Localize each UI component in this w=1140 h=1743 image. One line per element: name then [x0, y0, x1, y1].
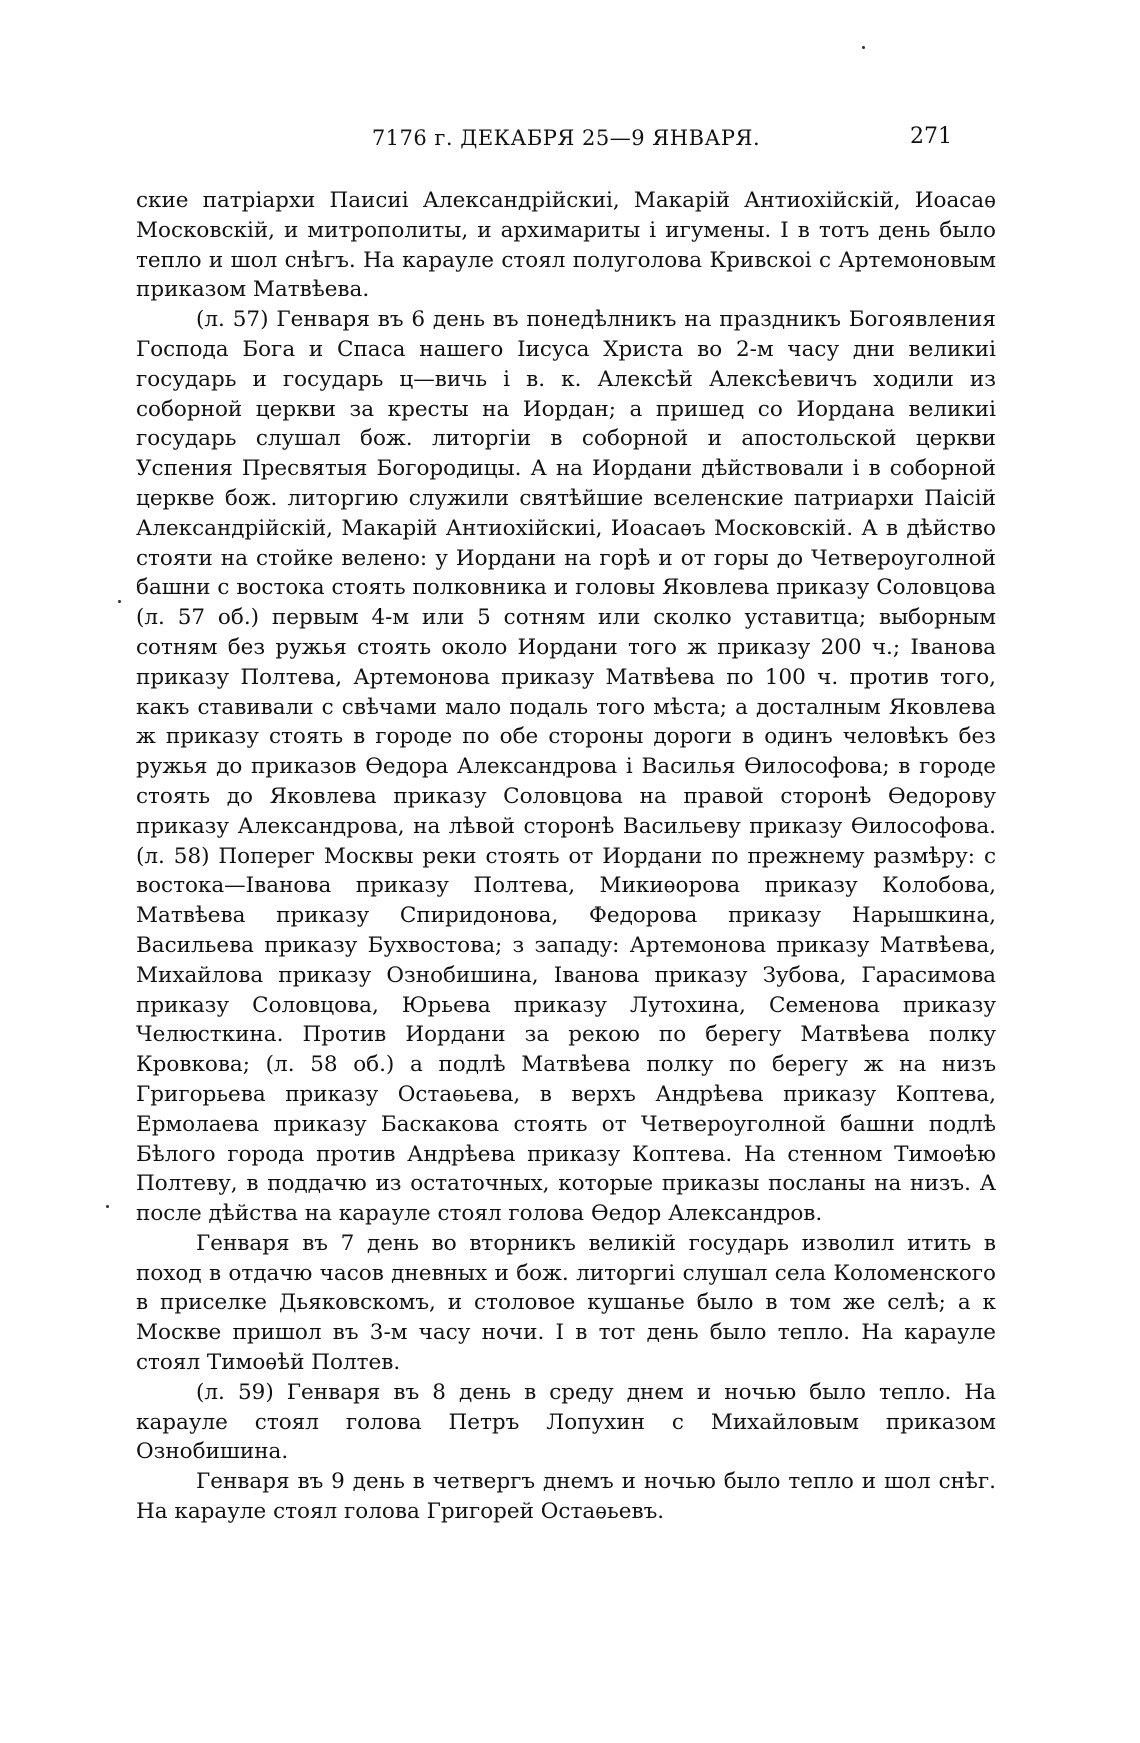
- scan-speck: [106, 1205, 109, 1208]
- running-header: [136, 118, 996, 168]
- book-page: [136, 118, 996, 1527]
- body-text: [136, 186, 996, 1527]
- page-number: 271: [910, 124, 952, 149]
- scan-speck: [862, 46, 865, 49]
- paragraph-january-9: Генваря въ 9 день в четвергъ днемъ и ночью было тепло и шол снѣг. На карауле стоял голова Григорей Остаѳьевъ.: [136, 1469, 996, 1525]
- running-title: 7176 г. ДЕКАБРЯ 25—9 ЯНВАРЯ.: [371, 126, 761, 150]
- scan-speck: [118, 600, 121, 603]
- paragraph-january-8: (л. 59) Генваря въ 8 день в среду днем и ночью было тепло. На карауле стоял голова Петръ Лопухин с Михайловым приказом Ознобишина.: [136, 1379, 996, 1465]
- paragraph-epiphany: (л. 57) Генваря въ 6 день въ понедѣлникъ на праздникъ Богоявления Господа Бога и Спаса нашего Іисуса Христа во 2-м часу дни великиі государь и государь ц—вичь і в. к. Алексѣй Алексѣевичъ ходили из соборной церкви за кресты на Иордан; а пришед со Иордана великиі государь слушал бож. литоргіи в соборной и апостольской церкви Успения Пресвятыя Богородицы. А на Иордани дѣйствовали і в соборной церкве бож. литоргию служили святѣйшие вселенские патриархи Паісій Александрійскій, Макарій Антиохійскиі, Иоасаѳъ Московскій. А в дѣйство стояти на стойке велено: у Иордани на горѣ и от горы до Четвероуголной башни с востока стоять полковника и головы Яковлева приказу Соловцова (л. 57 об.) первым 4-м или 5 сотням или сколко уставитца; выборным сотням без ружья стоять около Иордани того ж приказу 200 ч.; Іванова приказу Полтева, Артемонова приказу Матвѣева по 100 ч. против того, какъ ставивали с свѣчами мало подаль того мѣста; а досталным Яковлева ж приказу стоять в городе по обе стороны дороги в одинъ человѣкъ без ружья до приказов Ѳедора Александрова і Василья Ѳилософова; в городе стоять до Яковлева приказу Соловцова на правой сторонѣ Ѳедорову приказу Александрова, на лѣвой сторонѣ Васильеву приказу Ѳилософова. (л. 58) Поперег Москвы реки стоять от Иордани по прежнему размѣру: с востока—Іванова приказу Полтева, Микиѳорова приказу Колобова, Матвѣева приказу Спиридонова, Федорова приказу Нарышкина, Васильева приказу Бухвостова; з западу: Артемонова приказу Матвѣева, Михайлова приказу Ознобишина, Іванова приказу Зубова, Гарасимова приказу Соловцова, Юрьева приказу Лутохина, Семенова приказу Челюсткина. Против Иордани за рекою по берегу Матвѣева полку Кровкова; (л. 58 об.) а подлѣ Матвѣева полку по берегу ж на низъ Григорьева приказу Остаѳьева, в верхъ Андрѣева приказу Коптева, Ермолаева приказу Баскакова стоять от Четвероуголной башни подлѣ Бѣлого города против Андрѣева приказу Коптева. На стенном Тимоѳѣю Полтеву, в поддачю из остаточных, которые приказы посланы на низъ. А после дѣйства на карауле стоял голова Ѳедор Александров.: [136, 307, 996, 1227]
- paragraph-continuation: ские патріархи Паисиі Александрійскиі, Макарій Антиохійскій, Иоасаѳ Московскій, и митрополиты, и архимариты і игумены. І в тотъ день было тепло и шол снѣгъ. На карауле стоял полуголова Кривскоі с Артемоновым приказом Матвѣева.: [136, 188, 996, 303]
- paragraph-january-7: Генваря въ 7 день во вторникъ великій государь изволил итить в поход в отдачю часов дневных и бож. литоргиі слушал села Коломенского в приселке Дьяковскомъ, и столовое кушанье было в том же селѣ; а к Москве пришол въ 3-м часу ночи. І в тот день было тепло. На карауле стоял Тимоѳѣй Полтев.: [136, 1230, 996, 1376]
